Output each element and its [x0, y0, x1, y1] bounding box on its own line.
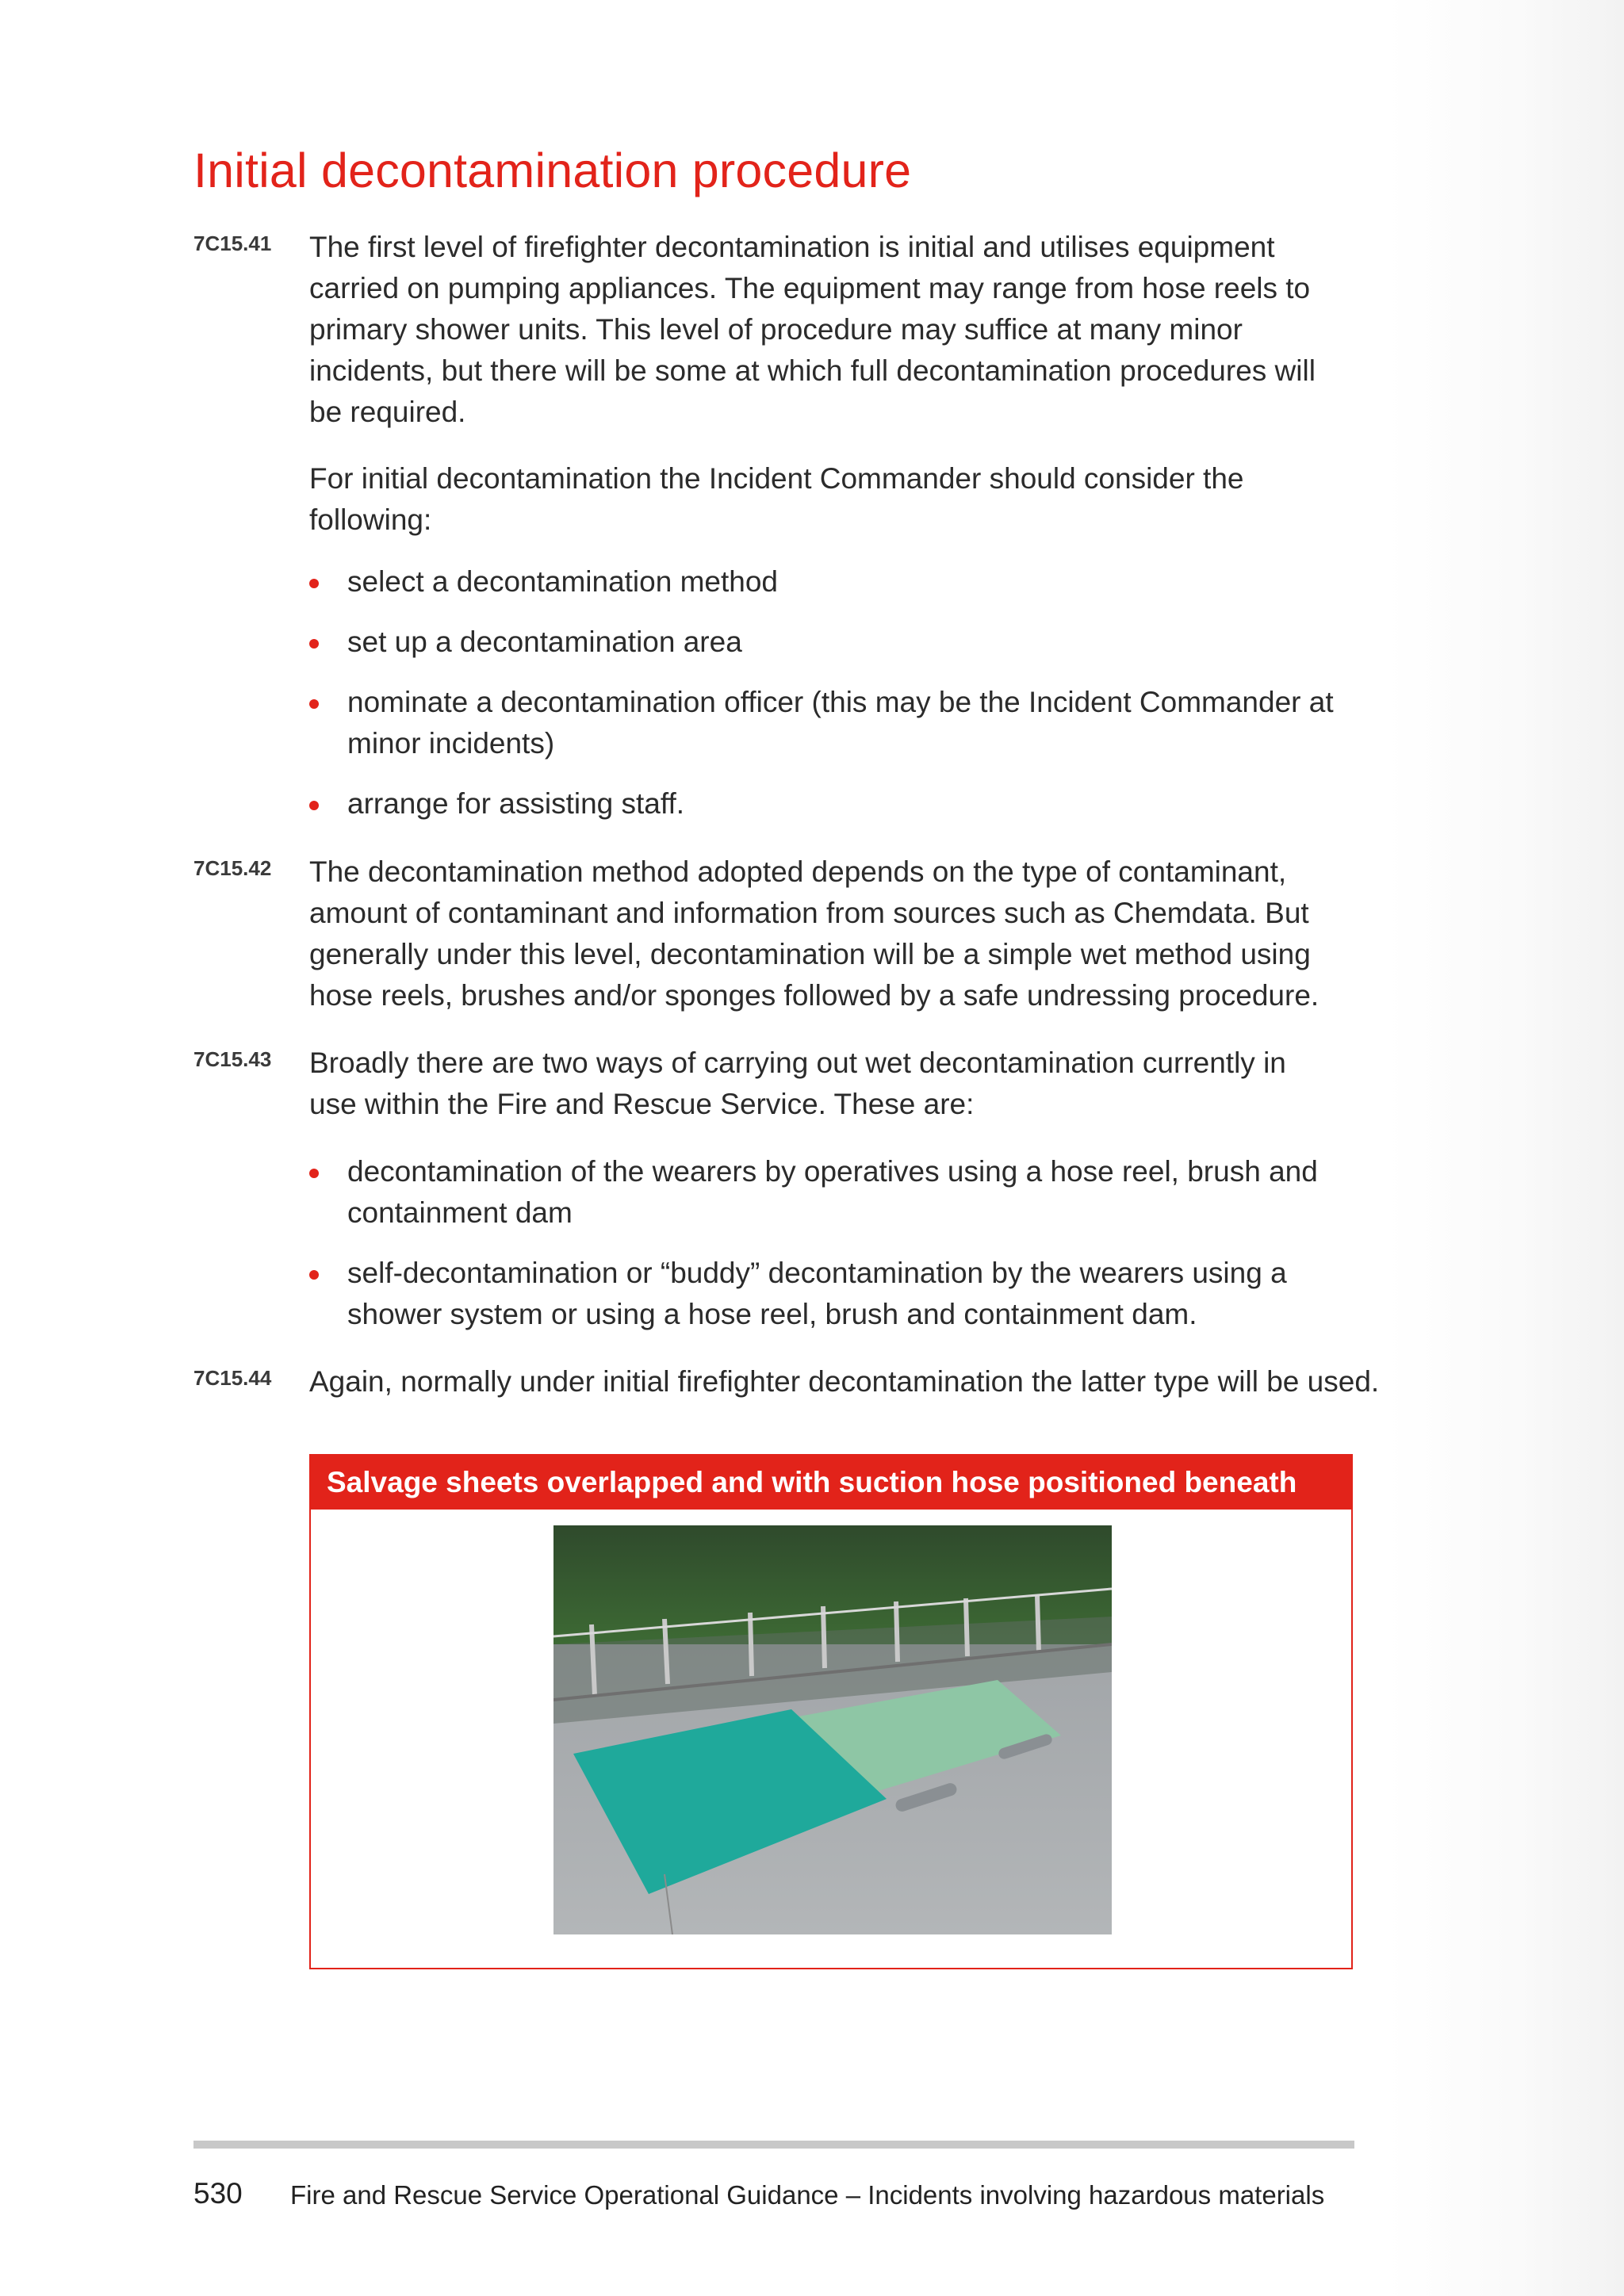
list-item-text: decontamination of the wearers by operatives using a hose reel, brush and containment dam: [347, 1155, 1318, 1229]
paragraph-text-continued: For initial decontamination the Incident Commander should consider the following:: [309, 462, 1244, 536]
salvage-sheets-photo: [553, 1525, 1112, 1934]
paragraph-text: The decontamination method adopted depends on the type of contaminant, amount of contaminant and information from sources such as Chemdata. But generally under this level, decontamination will be a simple wet method using hose reels, brushes and/or sponges followed by a safe undressing procedure.: [309, 855, 1320, 1012]
list-item-text: self-decontamination or “buddy” decontamination by the wearers using a shower system or using a hose reel, brush and containment dam.: [347, 1257, 1287, 1330]
paragraph-number: 7C15.44: [193, 1366, 272, 1390]
bullet-icon: [309, 801, 319, 810]
paragraph-number: 7C15.43: [193, 1047, 272, 1071]
paragraph-number: 7C15.42: [193, 856, 272, 880]
page-number: 530: [193, 2177, 243, 2210]
figure-box: [309, 1454, 1353, 1969]
list-item-text: nominate a decontamination officer (this may be the Incident Commander at minor incidents): [347, 686, 1334, 760]
paragraph-text: Again, normally under initial firefighter decontamination the latter type will be used.: [309, 1365, 1380, 1398]
bullet-icon: [309, 639, 319, 649]
paragraph-text: The first level of firefighter decontamination is initial and utilises equipment carried on pumping appliances. The equipment may range from hose reels to primary shower units. This level of procedure may suffice at many minor incidents, but there will be some at which full decontamination procedures will be required.: [309, 231, 1316, 428]
page-edge-shade: [1386, 0, 1624, 2296]
page-heading: Initial decontamination procedure: [193, 144, 912, 197]
list-item-text: arrange for assisting staff.: [347, 787, 685, 820]
figure-title: Salvage sheets overlapped and with suction hose positioned beneath: [311, 1456, 1351, 1510]
paragraph-text: Broadly there are two ways of carrying out wet decontamination currently in use within the Fire and Rescue Service. These are:: [309, 1047, 1286, 1120]
paragraph-number: 7C15.41: [193, 232, 272, 255]
bullet-icon: [309, 1270, 319, 1280]
footer-text: Fire and Rescue Service Operational Guidance – Incidents involving hazardous materials: [290, 2180, 1325, 2210]
bullet-icon: [309, 579, 319, 588]
bullet-icon: [309, 1169, 319, 1178]
list-item-text: set up a decontamination area: [347, 626, 742, 658]
list-item-text: select a decontamination method: [347, 565, 779, 598]
bullet-icon: [309, 699, 319, 709]
footer-rule: [193, 2141, 1354, 2149]
